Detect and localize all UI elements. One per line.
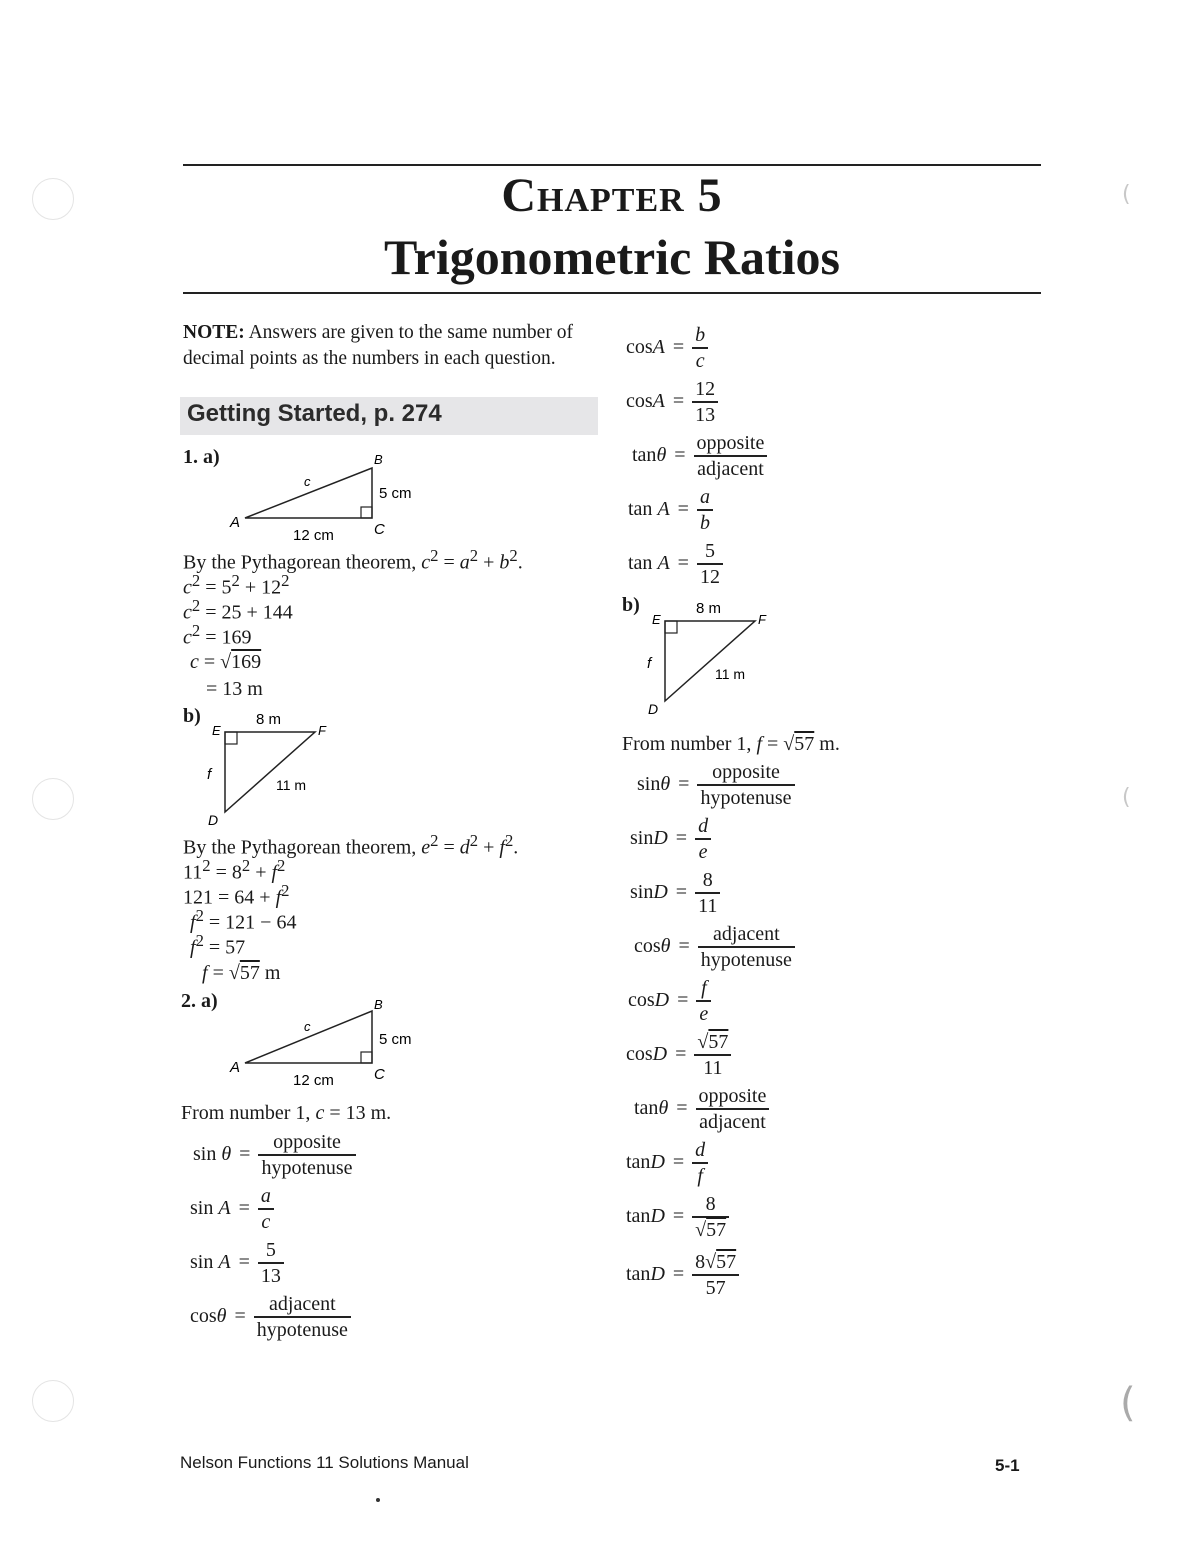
base-label: 12 cm bbox=[293, 527, 334, 544]
punch-hole-top bbox=[32, 178, 74, 220]
vertex-c: C bbox=[374, 521, 385, 538]
eq-cos-theta-def-2: cosθ = $\frac{\text{adjacent}}{\text{hypotenuse}}$ bbox=[634, 922, 795, 972]
eq-tan-d-value: tanD = $\frac{8}{√57}$ bbox=[626, 1192, 729, 1242]
q1a-step-4: c = √169 bbox=[190, 651, 262, 673]
punch-hole-bottom bbox=[32, 1380, 74, 1422]
q1a-intro: By the Pythagorean theorem, $c^2 = a^2 + b^2$. bbox=[183, 546, 523, 574]
eq-cos-a-ratio: cosA = $\frac{b}{c}$ bbox=[626, 323, 708, 373]
note-text: Answers are given to the same number of decimal points as the numbers in each question. bbox=[183, 322, 573, 369]
header-rule-top bbox=[183, 164, 1041, 166]
side-c-label: c bbox=[304, 474, 311, 489]
q2a-from: From number 1, c = 13 m. bbox=[181, 1102, 392, 1124]
vertex-a-2: A bbox=[230, 1059, 241, 1076]
q1b-step-5: f = √57 m bbox=[202, 962, 281, 984]
eq-cos-theta-def: cosθ = $\frac{\text{adjacent}}{\text{hypotenuse}}$ bbox=[190, 1292, 351, 1342]
vertex-a: A bbox=[230, 514, 241, 531]
header-rule-bottom bbox=[183, 292, 1041, 294]
note-label: NOTE: bbox=[183, 322, 245, 343]
height-label-2: 5 cm bbox=[379, 1031, 412, 1048]
footer-page-number: 5-1 bbox=[995, 1456, 1020, 1475]
q1a-step-2: $c^2 = 25 + 144$ bbox=[183, 596, 293, 624]
q1b-step-2: $121 = 64 + f^2$ bbox=[183, 881, 290, 909]
q1a-step-1: $c^2 = 5^2 + 12^2$ bbox=[183, 571, 290, 599]
eq-cos-d-ratio: cosD = $\frac{f}{e}$ bbox=[628, 976, 711, 1026]
q1a-step-5: = 13 m bbox=[206, 678, 263, 700]
footer-book-title: Nelson Functions 11 Solutions Manual bbox=[180, 1453, 469, 1472]
hyp-label: 11 m bbox=[276, 777, 307, 793]
q2b-label: b) bbox=[622, 594, 640, 616]
side-f-label-2: f bbox=[647, 655, 652, 672]
hyp-label-2: 11 m bbox=[715, 666, 746, 682]
eq-tan-theta-def-2: tanθ = $\frac{\text{opposite}}{\text{adjacent}}$ bbox=[634, 1084, 769, 1134]
eq-sin-d-ratio: sinD = $\frac{d}{e}$ bbox=[630, 814, 711, 864]
vertex-f: F bbox=[318, 723, 326, 738]
triangle-abc-figure-2 bbox=[225, 993, 425, 1093]
scan-mark: ( bbox=[1122, 785, 1131, 810]
eq-cos-a-value: cosA = $\frac{12}{13}$ bbox=[626, 377, 718, 427]
eq-tan-d-rationalized: tanD = $\frac{8√57}{57}$ bbox=[626, 1250, 739, 1300]
eq-sin-d-value: sinD = $\frac{8}{11}$ bbox=[630, 868, 720, 918]
eq-tan-d-ratio: tanD = $\frac{d}{f}$ bbox=[626, 1138, 708, 1188]
q1b-label: b) bbox=[183, 705, 201, 727]
triangle-abc-figure bbox=[225, 448, 425, 548]
eq-cos-d-value: cosD = $\frac{√57}{11}$ bbox=[626, 1030, 731, 1080]
vertex-f-2: F bbox=[758, 612, 766, 627]
note bbox=[183, 320, 603, 372]
top-label: 8 m bbox=[256, 711, 282, 728]
base-label-2: 12 cm bbox=[293, 1072, 334, 1089]
q1a-step-3: $c^2 = 169$ bbox=[183, 621, 252, 649]
scan-mark: ( bbox=[1122, 182, 1131, 207]
q2a-label: 2. a) bbox=[181, 990, 218, 1012]
q1b-step-1: $11^2 = 8^2 + f^2$ bbox=[183, 856, 286, 884]
eq-tan-theta-def: tanθ = $\frac{\text{opposite}}{\text{adjacent}}$ bbox=[632, 431, 767, 481]
eq-sin-theta-def: sin θ = $\frac{\text{opposite}}{\text{hypotenuse}}$ bbox=[193, 1130, 356, 1180]
height-label: 5 cm bbox=[379, 485, 412, 502]
q2b-from: From number 1, f = √57 m. bbox=[622, 733, 840, 755]
q1b-intro: By the Pythagorean theorem, $e^2 = d^2 + f^2$. bbox=[183, 831, 519, 859]
vertex-b-2: B bbox=[374, 997, 383, 1012]
side-c-label-2: c bbox=[304, 1019, 311, 1034]
vertex-d: D bbox=[208, 812, 219, 828]
eq-sin-a-value: sin A = $\frac{5}{13}$ bbox=[190, 1238, 284, 1288]
eq-tan-a-ratio: tan A = $\frac{a}{b}$ bbox=[628, 485, 713, 535]
scan-mark: ( bbox=[1120, 1380, 1136, 1426]
vertex-d-2: D bbox=[648, 701, 659, 717]
eq-tan-a-value: tan A = $\frac{5}{12}$ bbox=[628, 539, 723, 589]
scan-dot bbox=[376, 1498, 380, 1502]
chapter-title: Trigonometric Ratios bbox=[384, 229, 840, 285]
side-f-label: f bbox=[207, 766, 212, 783]
q1b-step-4: $f^2 = 57$ bbox=[190, 931, 246, 959]
punch-hole-middle bbox=[32, 778, 74, 820]
vertex-b: B bbox=[374, 452, 383, 467]
chapter-number: Chapter 5 bbox=[501, 169, 723, 222]
eq-sin-a-ratio: sin A = $\frac{a}{c}$ bbox=[190, 1184, 274, 1234]
vertex-e-2: E bbox=[652, 612, 661, 627]
section-title: Getting Started, p. 274 bbox=[187, 400, 442, 427]
triangle-def-figure-1 bbox=[200, 707, 350, 832]
eq-sin-theta-def-2: sinθ = $\frac{\text{opposite}}{\text{hypotenuse}}$ bbox=[637, 760, 795, 810]
vertex-c-2: C bbox=[374, 1066, 385, 1083]
q1a-label: 1. a) bbox=[183, 446, 220, 468]
top-label-2: 8 m bbox=[696, 600, 722, 617]
triangle-def-figure-2 bbox=[640, 596, 790, 721]
q1b-step-3: $f^2 = 121 - 64$ bbox=[190, 906, 297, 934]
vertex-e: E bbox=[212, 723, 221, 738]
